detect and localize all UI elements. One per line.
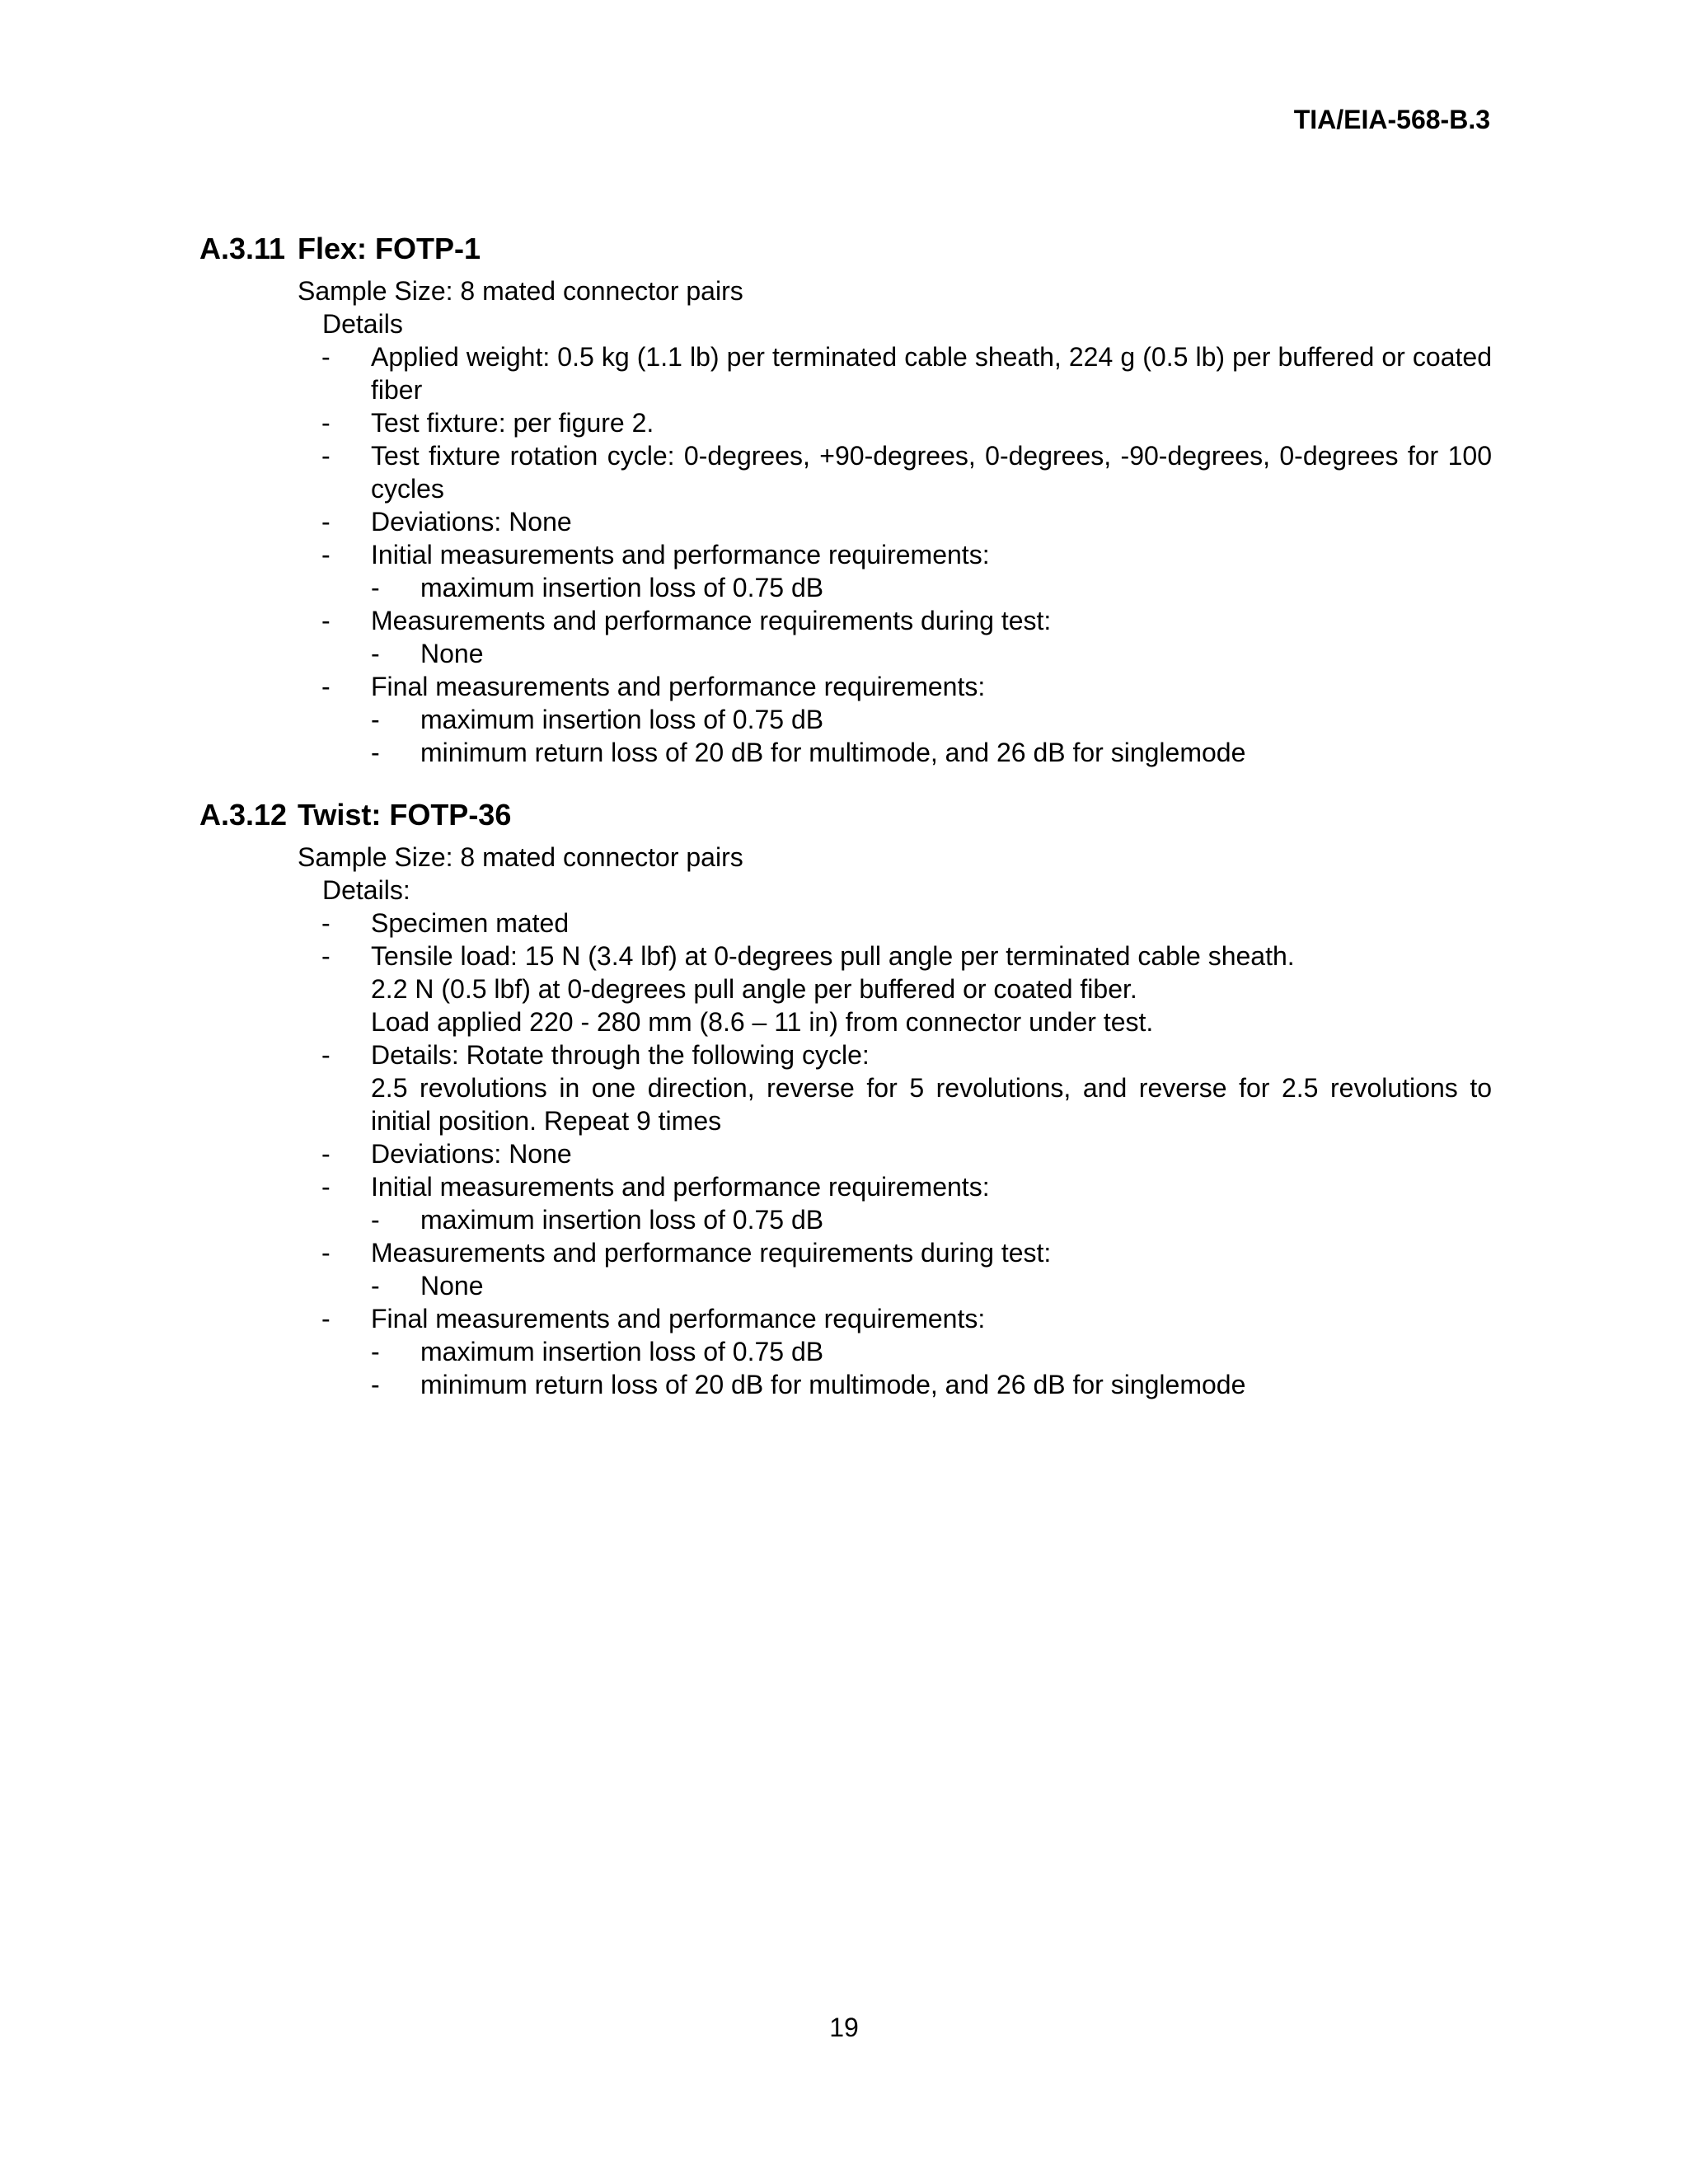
list-continuation: 2.2 N (0.5 lbf) at 0-degrees pull angle per buffered or coated fiber. <box>371 974 1137 1004</box>
list-item-text: None <box>420 1271 484 1301</box>
list-item <box>321 1038 1492 1071</box>
list-dash: - <box>371 1370 380 1399</box>
list-dash: - <box>321 540 331 569</box>
list-item <box>321 1137 1492 1170</box>
section-heading <box>199 231 1492 267</box>
list-item-text: None <box>420 639 484 668</box>
list-dash: - <box>321 1172 331 1202</box>
section-number: A.3.11 <box>199 232 286 265</box>
list-dash: - <box>371 705 380 734</box>
list-dash: - <box>321 342 331 372</box>
list-dash: - <box>371 738 380 767</box>
document-id: TIA/EIA-568-B.3 <box>1293 105 1490 134</box>
sub-list-item <box>371 1368 1492 1401</box>
details-label: Details <box>322 309 403 339</box>
list-dash: - <box>321 441 331 471</box>
list-dash: - <box>371 1271 380 1301</box>
list-item <box>321 940 1492 972</box>
list-dash: - <box>371 573 380 602</box>
list-dash: - <box>371 1205 380 1235</box>
list-item-text: Final measurements and performance requirements: <box>371 672 986 701</box>
details-label: Details: <box>322 875 410 905</box>
list-item-text: maximum insertion loss of 0.75 dB <box>420 1205 824 1235</box>
sub-list-item <box>371 1269 1492 1302</box>
list-item-text: Deviations: None <box>371 507 572 537</box>
list-dash: - <box>321 1238 331 1268</box>
section-twist <box>199 797 1492 1401</box>
list-item-text: Test fixture rotation cycle: 0-degrees, +90-degrees, 0-degrees, -90-degrees, 0-degrees for 100 cycles <box>371 441 1492 504</box>
list-item-text: maximum insertion loss of 0.75 dB <box>420 1337 824 1366</box>
list-item <box>321 670 1492 703</box>
section-number: A.3.12 <box>199 798 288 832</box>
list-item-text: Measurements and performance requirements during test: <box>371 606 1052 635</box>
list-dash: - <box>321 672 331 701</box>
list-item-text: Initial measurements and performance requirements: <box>371 1172 990 1202</box>
list-dash: - <box>321 941 331 971</box>
list-item <box>321 439 1492 505</box>
list-item-text: Details: Rotate through the following cycle: <box>371 1040 870 1070</box>
list-dash: - <box>321 1040 331 1070</box>
page-number: 19 <box>829 2013 859 2042</box>
list-item <box>321 406 1492 439</box>
list-item-text: Test fixture: per figure 2. <box>371 408 654 438</box>
list-item-text: minimum return loss of 20 dB for multimode, and 26 dB for singlemode <box>420 738 1246 767</box>
list-item-text: maximum insertion loss of 0.75 dB <box>420 705 824 734</box>
list-dash: - <box>321 1139 331 1169</box>
list-item <box>321 340 1492 406</box>
section-heading <box>199 797 1492 833</box>
list-item <box>321 1170 1492 1203</box>
list-item <box>321 1302 1492 1335</box>
section-title: Flex: FOTP-1 <box>298 232 481 265</box>
list-dash: - <box>321 908 331 938</box>
sample-size: Sample Size: 8 mated connector pairs <box>298 842 743 872</box>
section-title: Twist: FOTP-36 <box>298 798 512 832</box>
list-item <box>321 505 1492 538</box>
list-item <box>321 1236 1492 1269</box>
list-dash: - <box>321 408 331 438</box>
section-flex <box>199 231 1492 769</box>
list-item-text: Measurements and performance requirements during test: <box>371 1238 1052 1268</box>
list-item-text: Tensile load: 15 N (3.4 lbf) at 0-degrees pull angle per terminated cable sheath. <box>371 941 1295 971</box>
list-item <box>321 604 1492 637</box>
list-dash: - <box>321 1304 331 1333</box>
list-item-text: Applied weight: 0.5 kg (1.1 lb) per terminated cable sheath, 224 g (0.5 lb) per buffered or coated fiber <box>371 342 1492 405</box>
list-item-text: Initial measurements and performance requirements: <box>371 540 990 569</box>
sample-size: Sample Size: 8 mated connector pairs <box>298 276 743 306</box>
list-item-text: Deviations: None <box>371 1139 572 1169</box>
list-continuation: 2.5 revolutions in one direction, reverse for 5 revolutions, and reverse for 2.5 revolutions to initial position. Repeat 9 times <box>371 1073 1492 1136</box>
sub-list-item <box>371 703 1492 736</box>
list-dash: - <box>321 606 331 635</box>
list-item-text: maximum insertion loss of 0.75 dB <box>420 573 824 602</box>
list-item <box>321 907 1492 940</box>
list-continuation: Load applied 220 - 280 mm (8.6 – 11 in) from connector under test. <box>371 1007 1154 1037</box>
list-dash: - <box>321 507 331 537</box>
list-dash: - <box>371 639 380 668</box>
sub-list-item <box>371 571 1492 604</box>
list-dash: - <box>371 1337 380 1366</box>
list-item-text: minimum return loss of 20 dB for multimode, and 26 dB for singlemode <box>420 1370 1246 1399</box>
list-item-text: Final measurements and performance requirements: <box>371 1304 986 1333</box>
list-item-text: Specimen mated <box>371 908 570 938</box>
sub-list-item <box>371 736 1492 769</box>
list-item <box>321 538 1492 571</box>
sub-list-item <box>371 1335 1492 1368</box>
sub-list-item <box>371 637 1492 670</box>
sub-list-item <box>371 1203 1492 1236</box>
